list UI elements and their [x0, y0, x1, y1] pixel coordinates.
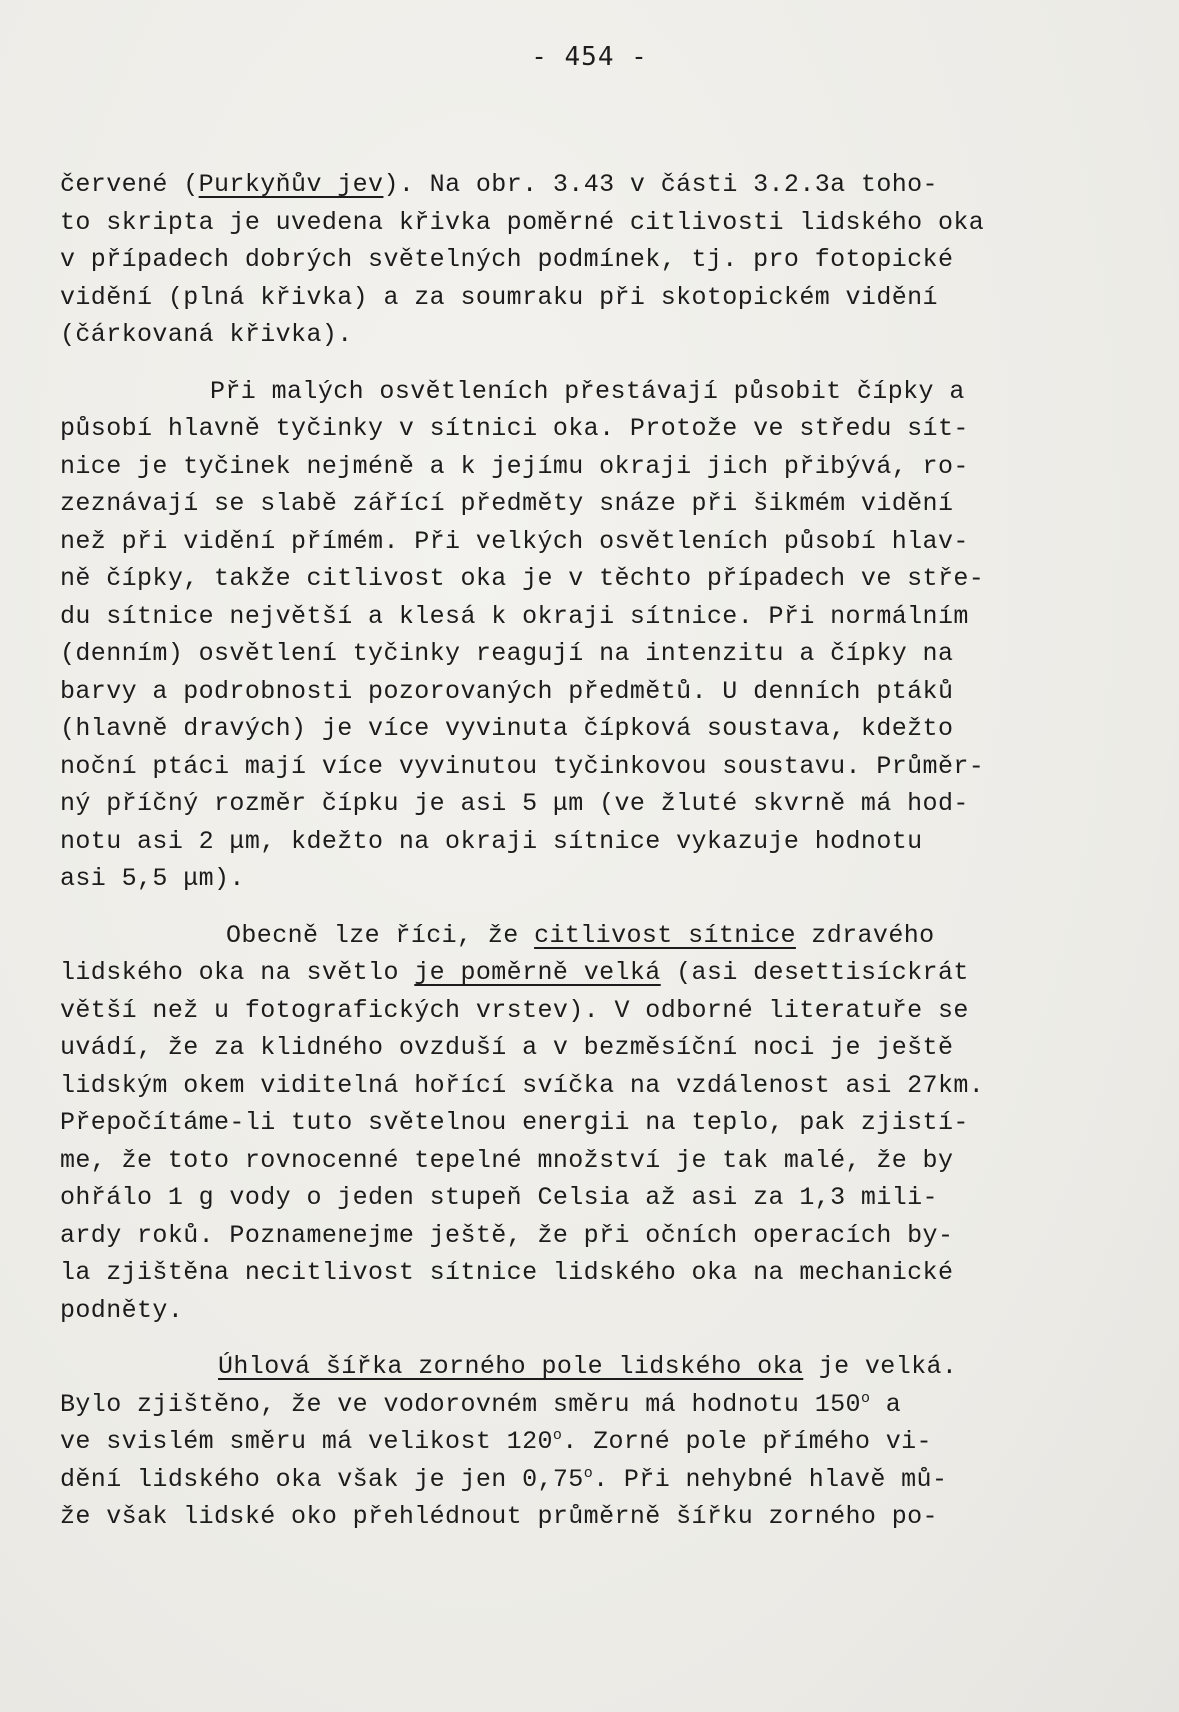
text-run: vidění (plná křivka) a za soumraku při skotopickém vidění: [60, 282, 938, 312]
text-run: barvy a podrobnosti pozorovaných předmětů. U denních ptáků: [60, 676, 954, 706]
text-line: [60, 1142, 1140, 1180]
text-line: [60, 673, 1140, 711]
text-run: dění lidského oka však je jen 0,75: [60, 1464, 584, 1494]
text-line: [60, 1461, 1140, 1499]
text-line: [60, 598, 1140, 636]
text-run: to skripta je uvedena křivka poměrné citlivosti lidského oka: [60, 207, 985, 237]
text-run: ardy roků. Poznamenejme ještě, že při očních operacích by-: [60, 1220, 954, 1250]
text-line: [60, 560, 1140, 598]
text-line: [60, 1254, 1140, 1292]
text-run: je velká.: [803, 1352, 958, 1381]
text-line: [60, 860, 1140, 898]
text-line: [60, 373, 1140, 411]
text-run: a: [870, 1389, 902, 1419]
text-run: v případech dobrých světelných podmínek, tj. pro fotopické: [60, 245, 954, 274]
text-run: me, že toto rovnocenné tepelné množství je tak malé, že by: [60, 1145, 954, 1175]
text-line: [60, 1179, 1140, 1217]
page-number: - 454 -: [531, 42, 648, 72]
text-run: působí hlavně tyčinky v sítnici oka. Protože ve středu sít-: [60, 414, 969, 443]
text-run: (čárkovaná křivka).: [60, 320, 353, 349]
text-run: . Zorné pole přímého vi-: [562, 1427, 932, 1456]
underlined-phrase: je poměrně velká: [414, 958, 661, 987]
paragraph: [60, 917, 1140, 1330]
text-line: [60, 523, 1140, 561]
text-run: du sítnice největší a klesá k okraji sítnice. Při normálním: [60, 601, 969, 631]
text-run: (denním) osvětlení tyčinky reagují na intenzitu a čípky na: [60, 639, 954, 668]
underlined-phrase: Purkyňův jev: [198, 170, 384, 199]
text-line: [60, 166, 1140, 204]
text-line: [60, 410, 1140, 448]
underlined-phrase: Úhlová šířka zorného pole lidského oka: [218, 1352, 804, 1381]
text-line: [60, 241, 1140, 279]
text-run: ). Na obr. 3.43 v části 3.2.3a toho-: [383, 170, 938, 199]
text-line: [60, 279, 1140, 317]
underlined-phrase: citlivost sítnice: [534, 920, 796, 950]
text-run: lidského oka na světlo: [60, 958, 415, 987]
text-run: lidským okem viditelná hořící svíčka na vzdálenost asi 27km.: [60, 1070, 985, 1100]
text-run: červené (: [60, 170, 199, 199]
text-line: [60, 316, 1140, 354]
text-run: zeznávají se slabě zářící předměty snáze při šikmém vidění: [60, 489, 954, 518]
text-line: [60, 1498, 1140, 1536]
text-line: [60, 1423, 1140, 1461]
text-line: [60, 1067, 1140, 1105]
degree-superscript: o: [552, 1427, 563, 1444]
text-run: ně čípky, takže citlivost oka je v těchto případech ve stře-: [60, 564, 985, 593]
text-line: [60, 1217, 1140, 1255]
text-run: Přepočítáme-li tuto světelnou energii na teplo, pak zjistí-: [60, 1108, 969, 1137]
text-run: (hlavně dravých) je více vyvinuta čípková soustava, kdežto: [60, 714, 954, 743]
text-line: [60, 710, 1140, 748]
text-run: noční ptáci mají více vyvinutou tyčinkovou soustavu. Průměr-: [60, 751, 985, 781]
text-line: [60, 954, 1140, 992]
text-run: Bylo zjištěno, že ve vodorovném směru má hodnotu 150: [60, 1389, 861, 1419]
text-line: [60, 1029, 1140, 1067]
text-run: ohřálo 1 g vody o jeden stupeň Celsia až asi za 1,3 mili-: [60, 1183, 938, 1212]
paragraph: [60, 373, 1140, 898]
degree-superscript: o: [860, 1389, 871, 1407]
text-run: podněty.: [60, 1295, 184, 1325]
text-run: asi 5,5 μm).: [60, 864, 245, 893]
text-run: než při vidění přímém. Při velkých osvětleních působí hlav-: [60, 526, 969, 556]
text-run: uvádí, že za klidného ovzduší a v bezměsíční noci je ještě: [60, 1033, 954, 1062]
text-run: Obecně lze říci, že: [226, 920, 535, 950]
text-run: že však lidské oko přehlédnout průměrně šířku zorného po-: [60, 1502, 938, 1531]
text-line: [60, 1348, 1140, 1386]
text-line: [60, 785, 1140, 823]
text-line: [60, 448, 1140, 486]
text-run: zdravého: [795, 920, 935, 950]
text-run: Při malých osvětleních přestávají působit čípky a: [210, 376, 965, 406]
text-line: [60, 1104, 1140, 1142]
text-line: [60, 1292, 1140, 1330]
text-run: notu asi 2 μm, kdežto na okraji sítnice vykazuje hodnotu: [60, 826, 923, 856]
text-run: . Při nehybné hlavě mů-: [593, 1464, 948, 1494]
text-line: [60, 1386, 1140, 1424]
body-text: [60, 166, 1140, 1536]
text-line: [60, 748, 1140, 786]
text-run: ný příčný rozměr čípku je asi 5 μm (ve žluté skvrně má hod-: [60, 789, 969, 818]
text-line: [60, 204, 1140, 242]
text-run: (asi desettisíckrát: [660, 958, 969, 987]
text-line: [60, 635, 1140, 673]
paragraph: [60, 166, 1140, 354]
degree-superscript: o: [583, 1464, 594, 1482]
text-line: [60, 917, 1140, 955]
text-run: ve svislém směru má velikost 120: [60, 1427, 553, 1456]
text-run: nice je tyčinek nejméně a k jejímu okraji jich přibývá, ro-: [60, 451, 969, 481]
text-line: [60, 992, 1140, 1030]
text-run: la zjištěna necitlivost sítnice lidského oka na mechanické: [60, 1258, 954, 1287]
text-run: větší než u fotografických vrstev). V odborné literatuře se: [60, 995, 969, 1025]
text-line: [60, 823, 1140, 861]
text-line: [60, 485, 1140, 523]
paragraph: [60, 1348, 1140, 1536]
